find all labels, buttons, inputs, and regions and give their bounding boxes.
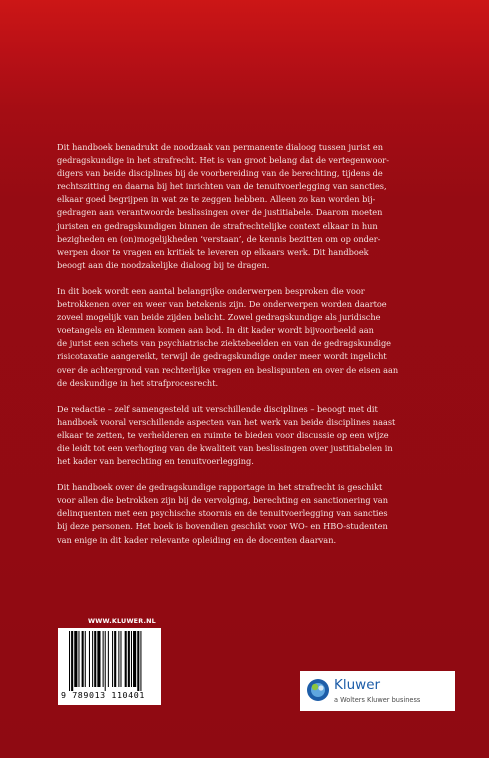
barcode-bar bbox=[125, 631, 127, 687]
barcode-bar bbox=[78, 631, 79, 687]
barcode-bar bbox=[133, 631, 136, 687]
barcode-bar bbox=[94, 631, 96, 687]
barcode-bar bbox=[85, 631, 86, 687]
publisher-name: Kluwer bbox=[334, 677, 381, 693]
barcode-bar bbox=[103, 631, 104, 687]
kluwer-logo-icon bbox=[306, 678, 330, 702]
barcode-bar bbox=[71, 631, 73, 691]
barcode-bar bbox=[92, 631, 93, 687]
barcode-bar bbox=[140, 631, 141, 691]
paragraph-4: Dit handboek over de gedragskundige rapportage in het strafrecht is geschikt voor allen die betrokken zijn bij de vervolging, berechting en sanctionering van delinquenten met een psychische stoornis en de tenuitvoerlegging van sancties bij deze personen. Het boek is bovendien geschikt voor WO- en HBO-studenten van enige in dit kader relevante opleiding en de docenten daarvan. bbox=[57, 482, 388, 545]
paragraph-1: Dit handboek benadrukt de noodzaak van permanente dialoog tussen jurist en gedragskundige in het strafrecht. Het is van groot belang dat de vertegenwoor- digers van beide disciplines bij de voorbereiding van de berechting, tijdens de rechtszitting en daarna bij het inrichten van de tenuitvoerlegging van sancties, elkaar goed begrijpen in wat ze te zeggen hebben. Alleen zo kan worden bij- gedragen aan verantwoorde beslissingen over de justitiabele. Daarom moeten juristen en gedragskundigen binnen de strafrechtelijke context elkaar in hun bezigheden en (on)mogelijkheden ‘verstaan’, de kennis bezitten om op onder- werpen door te vragen en kritiek te leveren op elkaars werk. Dit handboek beoogt aan die noodzakelijke dialoog bij te dragen. bbox=[57, 142, 389, 270]
barcode-bar bbox=[137, 631, 139, 691]
barcode-bar bbox=[128, 631, 130, 687]
barcode-bar bbox=[131, 631, 132, 687]
barcode-bar bbox=[89, 631, 90, 687]
publisher-tagline: a Wolters Kluwer business bbox=[334, 696, 421, 704]
barcode-bar bbox=[114, 631, 116, 687]
barcode-icon bbox=[67, 631, 157, 691]
blurb bbox=[57, 141, 433, 560]
paragraph-3: De redactie – zelf samengesteld uit verschillende disciplines – beoogt met dit handboek vooral verschillende aspecten van het werk van beide disciplines naast elkaar te zetten, te verhelderen en ruimte te bieden voor discussie op een wijze die leidt tot een verhoging van de kwaliteit van beslissingen over justitiabelen in het kader van berechting en tenuitvoerlegging. bbox=[57, 403, 396, 467]
paragraph-2: In dit boek wordt een aantal belangrijke onderwerpen besproken die voor betrokkenen over en weer van betekenis zijn. De onderwerpen worden daartoe zoveel mogelijk van beide zijden belicht. Zowel gedragskundige als juridische voetangels en klemmen komen aan bod. In dit kader wordt bijvoorbeeld aan de jurist een schets van psychiatrische ziektebeelden en van de gedragskundige risicotaxatie aangereikt, terwijl de gedragskundige onder meer wordt ingelicht over de achtergrond van rechterlijke vragen en beslispunten en over de eisen aan de deskundige in het strafprocesrecht. bbox=[57, 285, 399, 388]
barcode-bar bbox=[120, 631, 121, 687]
barcode-bar bbox=[112, 631, 113, 687]
barcode-bar bbox=[108, 631, 109, 687]
publisher-badge bbox=[300, 671, 455, 711]
barcode-digits: 9 789013 110401 bbox=[61, 690, 145, 700]
barcode-bar bbox=[82, 631, 84, 687]
barcode-bar bbox=[97, 631, 100, 687]
barcode bbox=[58, 628, 161, 705]
publisher-url[interactable]: WWW.KLUWER.NL bbox=[88, 617, 156, 625]
barcode-bar bbox=[105, 631, 106, 691]
barcode-bar bbox=[74, 631, 77, 687]
barcode-bar bbox=[69, 631, 70, 691]
barcode-bar bbox=[118, 631, 119, 687]
